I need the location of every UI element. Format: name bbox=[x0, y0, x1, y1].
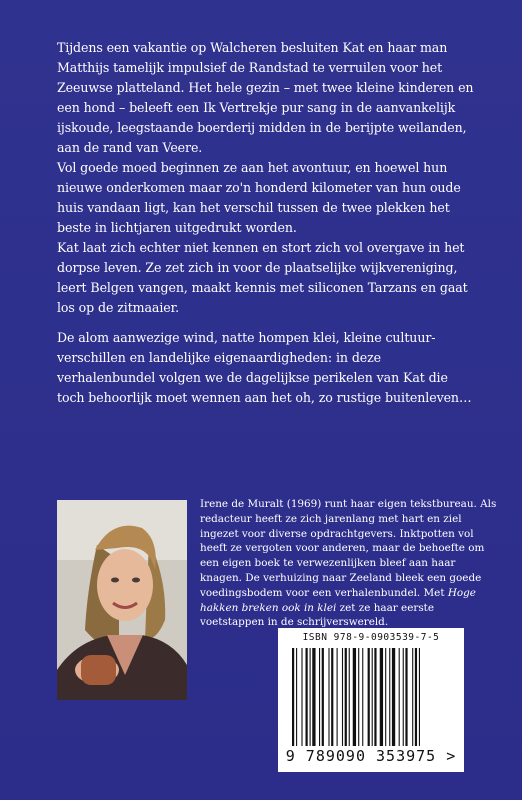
bio-book-title: Hoge hakken breken ook in klei bbox=[200, 586, 476, 614]
author-photo bbox=[57, 500, 187, 700]
bio-suffix: zet ze haar eerste voetstappen in de schrijverswereld. bbox=[200, 601, 434, 629]
blurb bbox=[57, 38, 477, 408]
blurb-paragraph-3: Kat laat zich echter niet kennen en stort zich vol overgave in het dorpse leven. Ze zet zich in voor de plaatselijke wijkvereniging, leert Belgen vangen, maakt kennis met siliconen Tarzans en gaat los op de zitmaaier. bbox=[57, 240, 468, 315]
bio-text: Irene de Muralt (1969) runt haar eigen tekstbureau. Als redacteur heeft ze zich jarenlang met hart en ziel ingezet voor diverse opdrachtgevers. Inktpotten vol heeft ze vergoten voor anderen, maar de behoefte om een eigen boek te verwezenlijken bleef aan haar knagen. De verhuizing naar Zeeland bleek een goede voedingsbodem voor een verhalenbundel. bbox=[200, 498, 497, 599]
blurb-paragraph-2: Vol goede moed beginnen ze aan het avontuur, en hoewel hun nieuwe onderkomen maar zo'n honderd kilometer van hun oude huis vandaan ligt, kan het verschil tussen de twee plekken het beste in lichtjaren uitgedrukt worden. bbox=[57, 160, 461, 235]
barcode bbox=[278, 628, 464, 772]
bio-prefix: Met bbox=[423, 586, 445, 599]
author-bio bbox=[200, 497, 500, 630]
blurb-paragraph-1: Tijdens een vakantie op Walcheren besluiten Kat en haar man Matthijs tamelijk impulsief de Randstad te verruilen voor het Zeeuwse platteland. Het hele gezin – met twee kleine kinderen en een hond – beleeft een Ik Vertrekje pur sang in de aanvankelijk ijskoude, leegstaande boerderij midden in de berijpte weilanden, aan de rand van Veere. bbox=[57, 40, 474, 155]
blurb-paragraph-4: De alom aanwezige wind, natte hompen klei, kleine cultuur-verschillen en landelijke eigenaardigheden: in deze verhalenbundel volgen we de dagelijkse perikelen van Kat die toch behoorlijk moet wennen aan het oh, zo rustige buitenleven… bbox=[57, 330, 472, 405]
ean-number: 9 789090 353975 > bbox=[285, 747, 457, 765]
author-portrait-icon bbox=[57, 500, 187, 700]
barcode-bars bbox=[292, 648, 450, 746]
isbn-label: ISBN 978-9-0903539-7-5 bbox=[302, 632, 440, 643]
